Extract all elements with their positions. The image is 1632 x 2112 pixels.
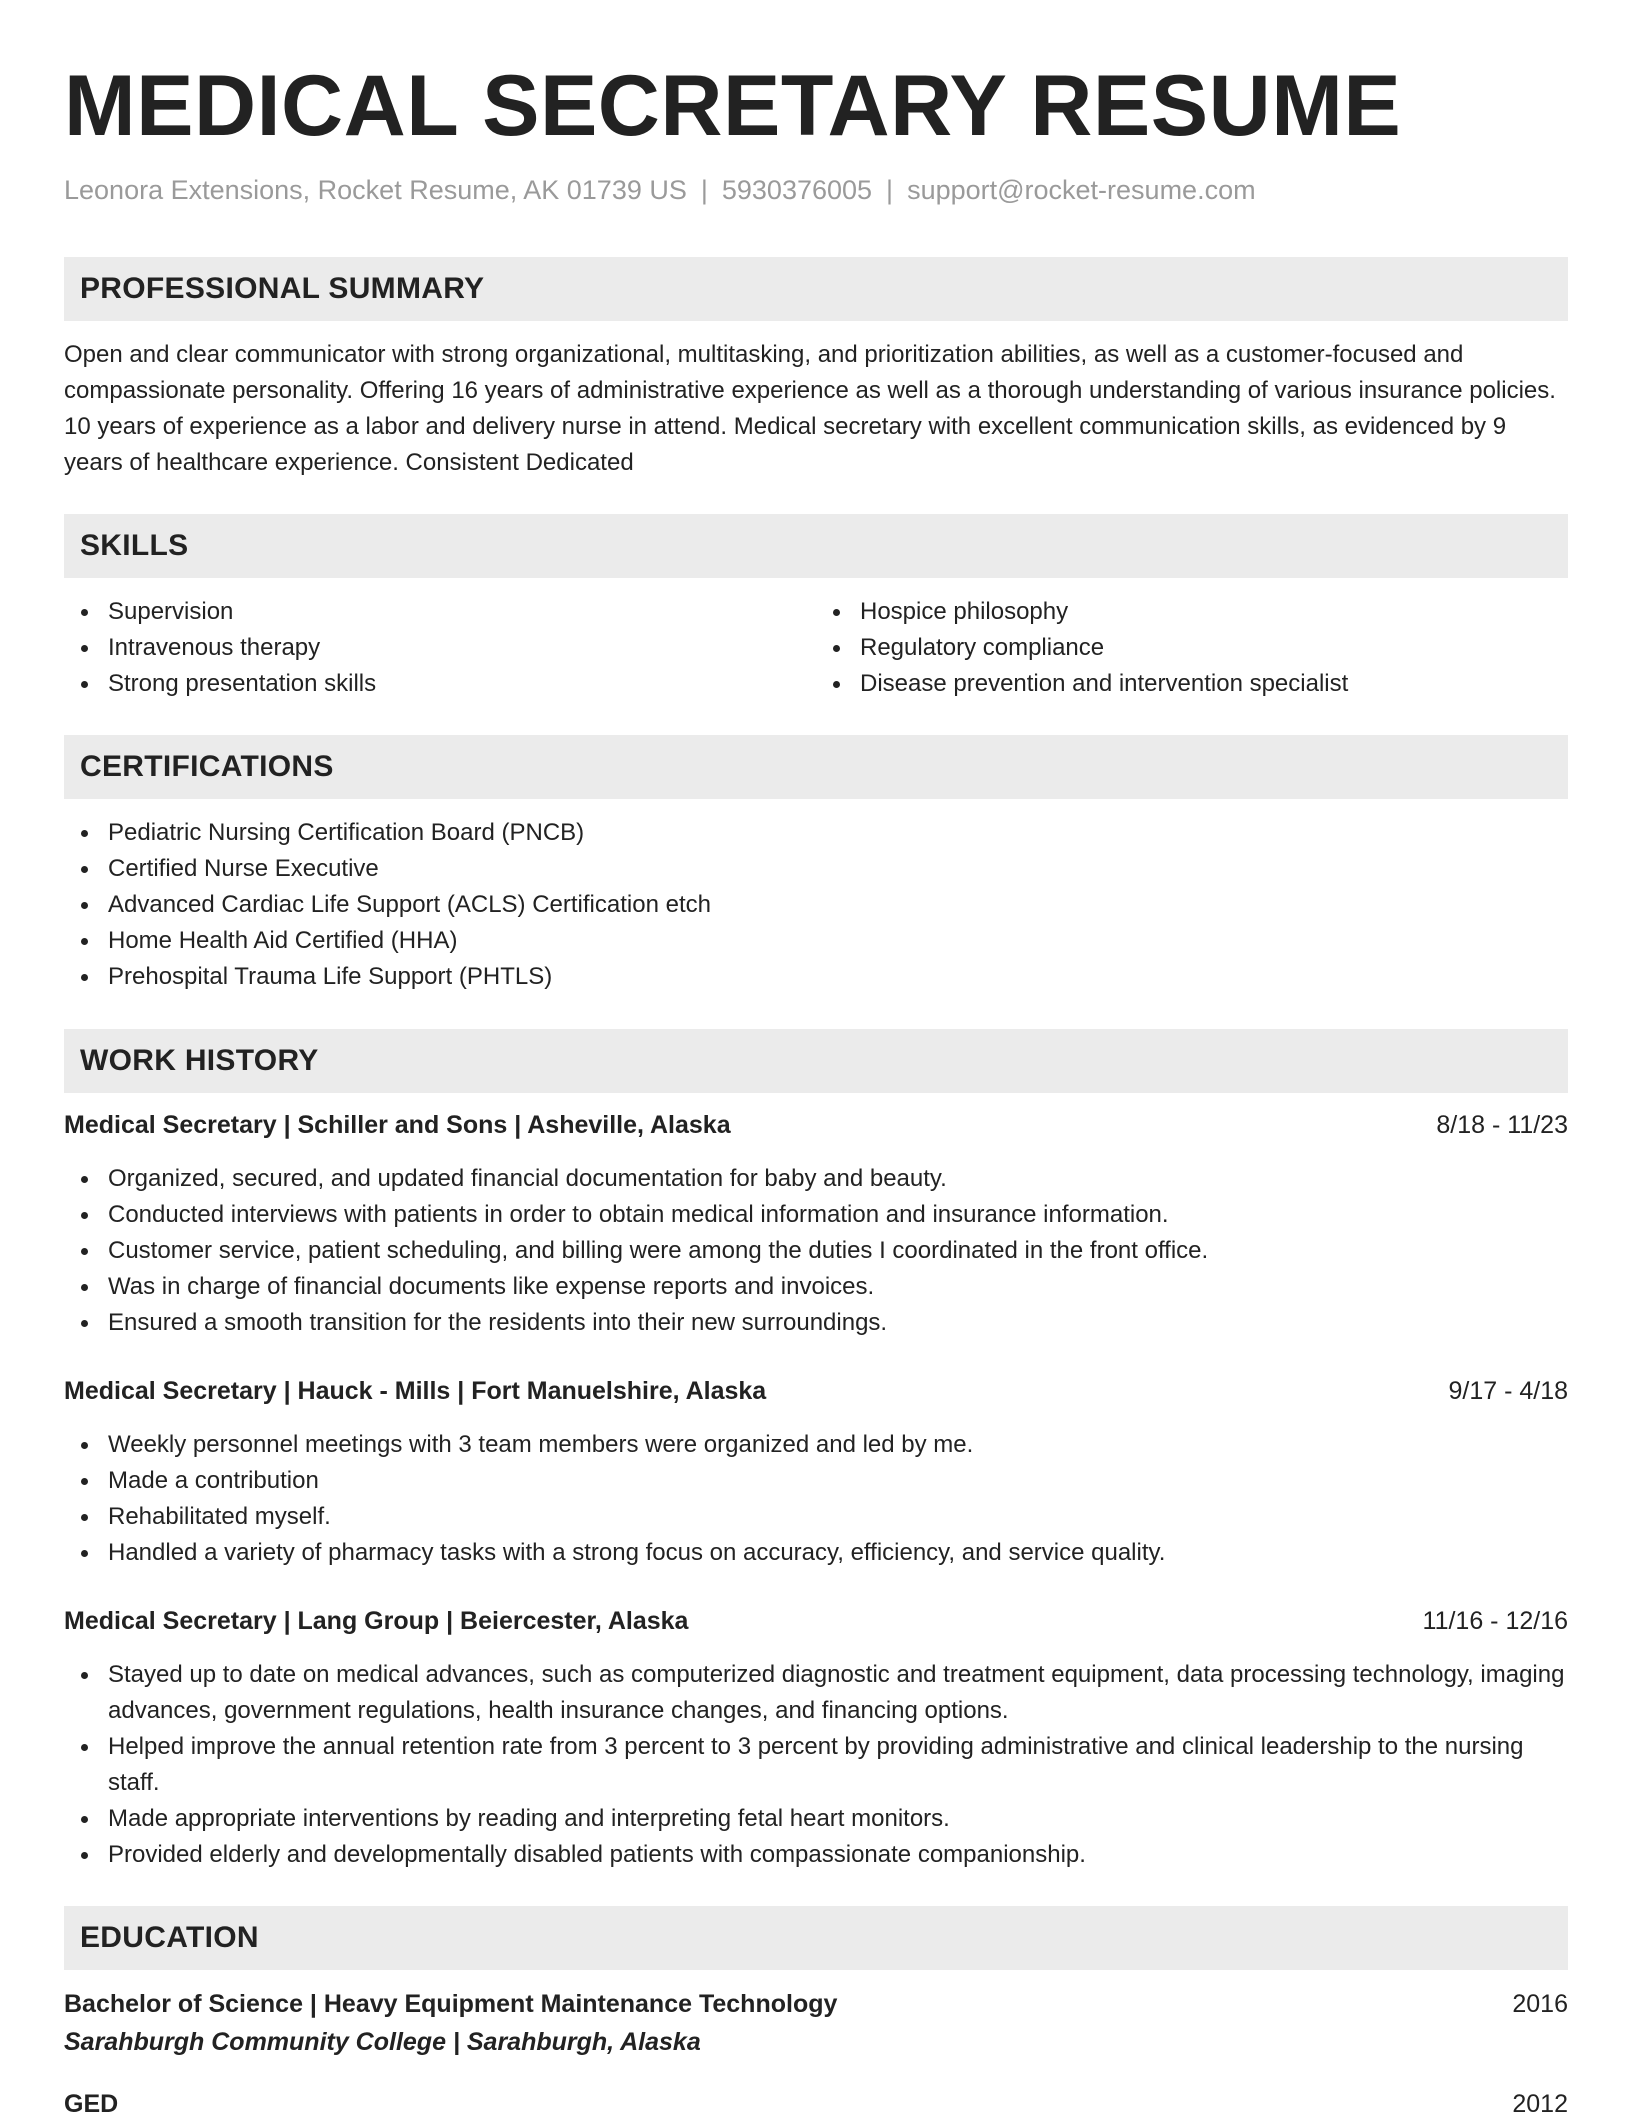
address: Leonora Extensions, Rocket Resume, AK 01739 US: [64, 175, 687, 205]
graduation-year: 2012: [1512, 2090, 1568, 2112]
job-bullet: Handled a variety of pharmacy tasks with a strong focus on accuracy, efficiency, and service quality.: [64, 1535, 1568, 1571]
job-bullet: Provided elderly and developmentally disabled patients with compassionate companionship.: [64, 1837, 1568, 1873]
skills-list-left: [64, 594, 816, 702]
skills-grid: [64, 594, 1568, 702]
job-bullet: Ensured a smooth transition for the residents into their new surroundings.: [64, 1305, 1568, 1341]
phone: 5930376005: [721, 175, 873, 205]
school-name: Sarahburgh Community College | Sarahburgh, Alaska: [64, 2028, 701, 2056]
job-title: Medical Secretary | Hauck - Mills | Fort Manuelshire, Alaska: [64, 1377, 767, 1405]
section-heading-education: EDUCATION: [64, 1906, 1568, 1970]
job-header: [64, 1107, 1568, 1143]
summary-text: Open and clear communicator with strong organizational, multitasking, and prioritization abilities, as well as a customer-focused and compassionate personality. Offering 16 years of administrative experience as well as a thorough understanding of various insurance policies. 10 years of experience as a labor and delivery nurse in attend. Medical secretary with excellent communication skills, as evidenced by 9 years of healthcare experience. Consistent Dedicated: [64, 341, 1556, 476]
section-heading-certifications: CERTIFICATIONS: [64, 735, 1568, 799]
certification-item: Home Health Aid Certified (HHA): [64, 923, 1568, 959]
job-dates: 8/18 - 11/23: [1436, 1111, 1568, 1139]
job-bullet: Weekly personnel meetings with 3 team members were organized and led by me.: [64, 1427, 1568, 1463]
skill-item: Intravenous therapy: [64, 630, 816, 666]
degree: GED: [64, 2090, 119, 2112]
job-bullet: Organized, secured, and updated financial documentation for baby and beauty.: [64, 1161, 1568, 1197]
contact-separator: |: [886, 175, 894, 205]
education-header: [64, 2086, 1568, 2112]
certification-item: Advanced Cardiac Life Support (ACLS) Certification etch: [64, 887, 1568, 923]
job-header: [64, 1603, 1568, 1639]
job-bullet: Conducted interviews with patients in order to obtain medical information and insurance information.: [64, 1197, 1568, 1233]
job-dates: 9/17 - 4/18: [1448, 1377, 1568, 1405]
job-bullet: Customer service, patient scheduling, and billing were among the duties I coordinated in the front office.: [64, 1233, 1568, 1269]
graduation-year: 2016: [1512, 1990, 1568, 2018]
job-entry: [64, 1603, 1568, 1873]
contact-line: [64, 172, 1568, 208]
job-bullet: Helped improve the annual retention rate from 3 percent to 3 percent by providing administrative and clinical leadership to the nursing staff.: [64, 1729, 1568, 1801]
job-bullet: Stayed up to date on medical advances, such as computerized diagnostic and treatment equipment, data processing technology, imaging advances, government regulations, health insurance changes, and financing options.: [64, 1657, 1568, 1729]
email: support@rocket-resume.com: [907, 175, 1256, 205]
job-bullets: [64, 1427, 1568, 1571]
skill-item: Regulatory compliance: [816, 630, 1568, 666]
skill-item: Strong presentation skills: [64, 666, 816, 702]
job-entry: [64, 1373, 1568, 1571]
resume-title: MEDICAL SECRETARY RESUME: [64, 58, 1402, 154]
skills-list-right: [816, 594, 1568, 702]
section-heading-skills: SKILLS: [64, 514, 1568, 578]
job-title: Medical Secretary | Lang Group | Beiercester, Alaska: [64, 1607, 689, 1635]
job-header: [64, 1373, 1568, 1409]
job-bullet: Rehabilitated myself.: [64, 1499, 1568, 1535]
certification-item: Certified Nurse Executive: [64, 851, 1568, 887]
skill-item: Supervision: [64, 594, 816, 630]
education-header: [64, 1986, 1568, 2022]
job-bullets: [64, 1657, 1568, 1873]
job-dates: 11/16 - 12/16: [1422, 1607, 1568, 1635]
job-bullet: Made a contribution: [64, 1463, 1568, 1499]
section-heading-summary: PROFESSIONAL SUMMARY: [64, 257, 1568, 321]
education-entry: [64, 2086, 1568, 2112]
skill-item: Hospice philosophy: [816, 594, 1568, 630]
degree: Bachelor of Science | Heavy Equipment Maintenance Technology: [64, 1990, 838, 2018]
education-entry: [64, 1986, 1568, 2060]
certification-item: Pediatric Nursing Certification Board (PNCB): [64, 815, 1568, 851]
certifications-list: [64, 815, 1568, 995]
job-bullet: Made appropriate interventions by reading and interpreting fetal heart monitors.: [64, 1801, 1568, 1837]
job-entry: [64, 1107, 1568, 1341]
certification-item: Prehospital Trauma Life Support (PHTLS): [64, 959, 1568, 995]
job-bullets: [64, 1161, 1568, 1341]
contact-separator: |: [700, 175, 708, 205]
job-bullet: Was in charge of financial documents like expense reports and invoices.: [64, 1269, 1568, 1305]
section-heading-work-history: WORK HISTORY: [64, 1029, 1568, 1093]
job-title: Medical Secretary | Schiller and Sons | Asheville, Alaska: [64, 1111, 731, 1139]
skill-item: Disease prevention and intervention specialist: [816, 666, 1568, 702]
